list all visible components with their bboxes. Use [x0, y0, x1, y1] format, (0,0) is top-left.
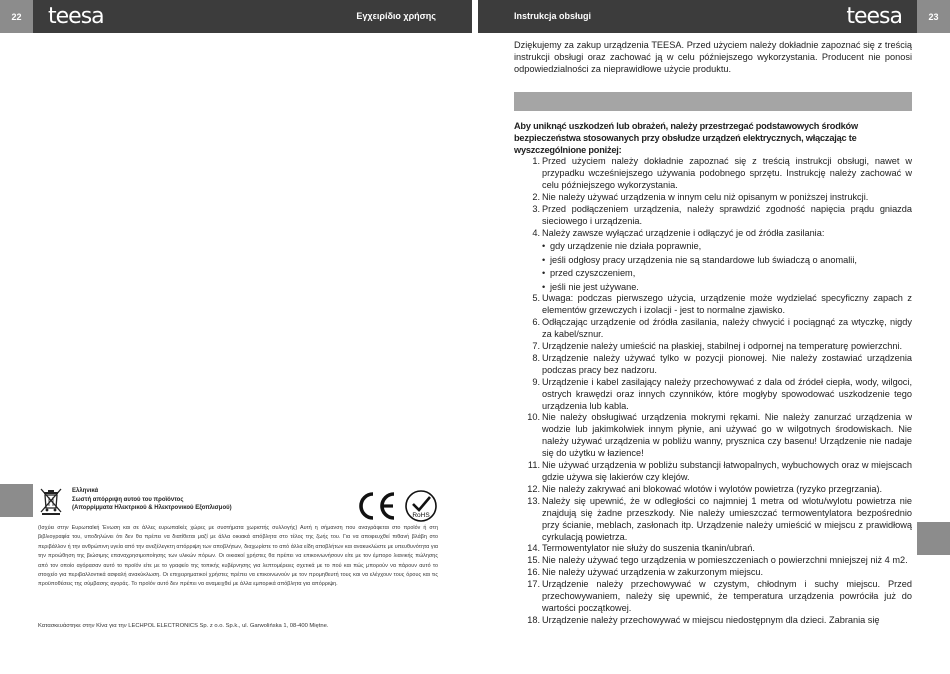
list-item	[532, 156, 912, 192]
page-number-right: 23	[917, 0, 950, 33]
item-number: 4.	[532, 227, 540, 238]
list-item	[532, 293, 912, 317]
sub-list-item: • gdy urządzenie nie działa poprawnie,	[542, 241, 912, 253]
item-text: Urządzenie należy przechowywać w miejscu niedostępnym dla dzieci. Zabrania się	[542, 614, 880, 625]
item-number: 12.	[527, 483, 540, 494]
list-item	[532, 376, 912, 413]
item-text: Przed podłączeniem urządzenia, należy sprawdzić zgodność napięcia prądu gniazda sieciowego i urządzenia.	[542, 204, 912, 226]
item-number: 17.	[527, 579, 540, 590]
rohs-icon	[406, 491, 436, 521]
item-text: Nie należy obsługiwać urządzenia mokrymi rękami. Nie należy zanurzać urządzenia w wodzie lub jakimkolwiek innym płynie, ani używać go w wilgotnych środowiskach. Nie należy używać urządzenia w pobliżu wanny, prysznica czy basenu! Urządzenie nie nadaje się do użytku w łazience!	[542, 412, 912, 459]
item-text: Nie należy używać urządzenia w innym celu niż opisanym w poniższej instrukcji.	[542, 192, 869, 203]
header-left	[0, 0, 472, 33]
item-text: Urządzenie należy przechowywać w czystym, chłodnym i suchy miejscu. Przed przechowywaniem, należy się upewnić, że temperatura urządzenia powróciła już do wartości początkowej.	[542, 579, 912, 613]
page-number-left: 22	[0, 0, 33, 33]
list-item	[527, 567, 912, 579]
sub-list-item: • jeśli nie jest używane.	[542, 282, 912, 294]
item-number: 11.	[527, 460, 540, 471]
item-number: 9.	[532, 376, 540, 387]
list-item	[527, 483, 912, 496]
list-item	[527, 614, 912, 627]
manufacturer-line: Κατασκευάστηκε στην Κίνα για την LECHPOL ELECTRONICS Sp. z o.o. Sp.k., ul. Garwolińska 1, 08-400 Miętne.	[38, 623, 329, 629]
item-number: 2.	[532, 192, 540, 203]
item-text: Odłączając urządzenie od źródła zasilania, należy chwycić i pociągnąć za wtyczkę, nigdy za kabel/sznur.	[542, 317, 912, 340]
item-number: 18.	[527, 614, 540, 625]
teesa-logo-right: teesa	[846, 4, 902, 29]
list-item	[532, 204, 912, 228]
item-number: 6.	[532, 317, 540, 328]
item-text: Urządzenie należy używać tylko w pozycji pionowej. Nie należy zostawiać urządzenia podczas pracy bez nadzoru.	[542, 352, 912, 375]
header-title-right: Instrukcja obsługi	[514, 11, 592, 21]
rohs-label: RoHS	[412, 512, 430, 519]
item-text: Termowentylator nie służy do suszenia tkanin/ubrań.	[542, 543, 755, 554]
sub-list-item: • przed czyszczeniem,	[542, 268, 912, 280]
ce-label: CE	[356, 489, 358, 490]
list-item	[527, 543, 912, 555]
item-number: 13.	[527, 495, 540, 506]
list-item	[532, 227, 912, 294]
item-number: 5.	[532, 293, 540, 304]
list-item	[527, 495, 912, 544]
item-text: Należy zawsze wyłączać urządzenie i odłączyć je od źródła zasilania:	[542, 227, 825, 238]
list-item	[527, 412, 912, 460]
crossed-bin-icon	[38, 487, 64, 515]
list-item	[532, 317, 912, 341]
polish-manual-page	[514, 40, 912, 627]
list-item	[527, 460, 912, 484]
list-item	[527, 579, 912, 615]
item-number: 10.	[527, 412, 540, 423]
side-tab-right	[917, 522, 950, 555]
item-text: Należy się upewnić, że w odległości co najmniej 1 metra od wlotu/wylotu powietrza nie znajdują się żadne przeszkody. Nie należy umieszczać termowentylatora bezpośrednio przy ścianie, meblach, zasłonach itp. Urządzenie należy umieścić w miejscu z prawidłową cyrkulacją powietrza.	[542, 495, 912, 542]
weee-heading	[72, 487, 232, 513]
item-text: Urządzenie należy umieścić na płaskiej, stabilnej i odpornej na temperaturę powierzchni.	[542, 341, 903, 352]
greek-disposal-text: (Ισχύει στην Ευρωπαϊκή Ένωση και σε άλλες ευρωπαϊκές χώρες με συστήματα χωριστής συλλογής) Αυτή η σήμανση που αναγράφεται στο προϊόν ή στη βιβλιογραφία του, υποδηλώνει ότι δεν θα πρέπει να διατίθεται μαζί με άλλα οικιακά απόβλητα στο τέλος της ζωής του. Για να αποφευχθεί πιθανή βλάβη στο περιβάλλον ή την ανθρώπινη υγεία από την ανεξέλεγκτη απόρριψη των αποβλήτων, διαχωρίστε το από άλλα είδη αποβλήτων και ανακυκλώστε με υπευθυνότητα για την προώθηση της βιώσιμης επαναχρησιμοποίησης των υλικών πόρων. Οι οικιακοί χρήστες θα πρέπει να επικοινωνήσουν είτε με τον έμπορο λιανικής πώλησης από τον οποίο αγόρασαν αυτό το προϊόν είτε με το γραφείο της τοπικής κυβέρνησης για λεπτομέρειες σχετικά με το πού και πώς μπορούν να πάρουν αυτό το στοιχείο για περιβαλλοντικά ασφαλή ανακύκλωση. Οι επιχειρηματικοί χρήστες πρέπει να επικοινωνούν με τον προμηθευτή τους και να ελέγχουν τους όρους και τις προϋποθέσεις της σύμβασης αγοράς. Το προϊόν αυτό δεν πρέπει να αναμειχθεί με άλλα εμπορικά απόβλητα για απόρριψη.	[38, 525, 438, 588]
item-number: 15.	[527, 555, 540, 566]
item-number: 16.	[527, 567, 540, 578]
sub-list	[542, 241, 912, 293]
list-item	[532, 352, 912, 377]
header-title-left: Εγχειρίδιο χρήσης	[356, 11, 436, 21]
item-number: 3.	[532, 204, 540, 215]
header-right	[478, 0, 950, 33]
item-text: Nie należy zakrywać ani blokować wlotów i wylotów powietrza (ryzyko przegrzania).	[542, 483, 883, 494]
item-text: Uwaga: podczas pierwszego użycia, urządzenie może wydzielać specyficzny zapach z elementów grzewczych i izolacji - jest to normalne zjawisko.	[542, 293, 912, 316]
sub-list-item: • jeśli odgłosy pracy urządzenia nie są standardowe lub świadczą o anomalii,	[542, 255, 912, 267]
item-text: Urządzenie i kabel zasilający należy przechowywać z dala od źródeł ciepła, wody, wilgoci, ostrych krawędzi oraz innych czynników, które mogłyby spowodować uszkodzenie tego urządzenia lub kabla.	[542, 376, 912, 411]
weee-line: Σωστή απόρριψη αυτού του προϊόντος	[72, 496, 184, 503]
list-item	[532, 192, 912, 204]
item-text: Nie należy używać urządzenia w zakurzonym miejscu.	[542, 567, 764, 578]
weee-line: Ελληνικά	[72, 488, 99, 494]
item-text: Nie należy używać tego urządzenia w pomieszczeniach o powierzchni mniejszej niż 4 m2.	[542, 555, 908, 566]
item-number: 8.	[532, 352, 540, 363]
item-number: 14.	[527, 543, 540, 554]
teesa-logo-left: teesa	[48, 4, 104, 29]
section-bar	[514, 92, 912, 111]
side-tab-left	[0, 484, 33, 517]
ce-mark-icon	[361, 494, 394, 518]
safety-warning: Aby uniknąć uszkodzeń lub obrażeń, należy przestrzegać podstawowych środków bezpieczeństwa stosowanych przy obsłudze urządzeń elektrycznych, włączając te wyszczególnione poniżej:	[514, 120, 858, 155]
weee-line: (Απορρίμματα Ηλεκτρικού & Ηλεκτρονικού Εξοπλισμού)	[72, 505, 232, 512]
safety-list	[514, 156, 912, 626]
item-number: 1.	[532, 156, 540, 167]
item-number: 7.	[532, 341, 540, 352]
ce-rohs-marks	[356, 489, 438, 523]
item-text: Nie używać urządzenia w pobliżu substancji łatwopalnych, wybuchowych oraz w miejscach gdzie używa się lakierów czy klejów.	[542, 460, 912, 482]
item-text: Przed użyciem należy dokładnie zapoznać się z treścią instrukcji obsługi, nawet w przypadku wcześniejszego używania podobnego sprzętu. Instrukcję należy zachować w celu późniejszego wykorzystania.	[542, 156, 912, 191]
list-item	[532, 341, 912, 353]
list-item	[527, 555, 912, 567]
intro-paragraph: Dziękujemy za zakup urządzenia TEESA. Przed użyciem należy dokładnie zapoznać się z treścią instrukcji obsługi oraz zachować ją w celu późniejszego wykorzystania. Producent nie ponosi odpowiedzialności za nieprawidłowe użycie produktu.	[514, 40, 912, 74]
